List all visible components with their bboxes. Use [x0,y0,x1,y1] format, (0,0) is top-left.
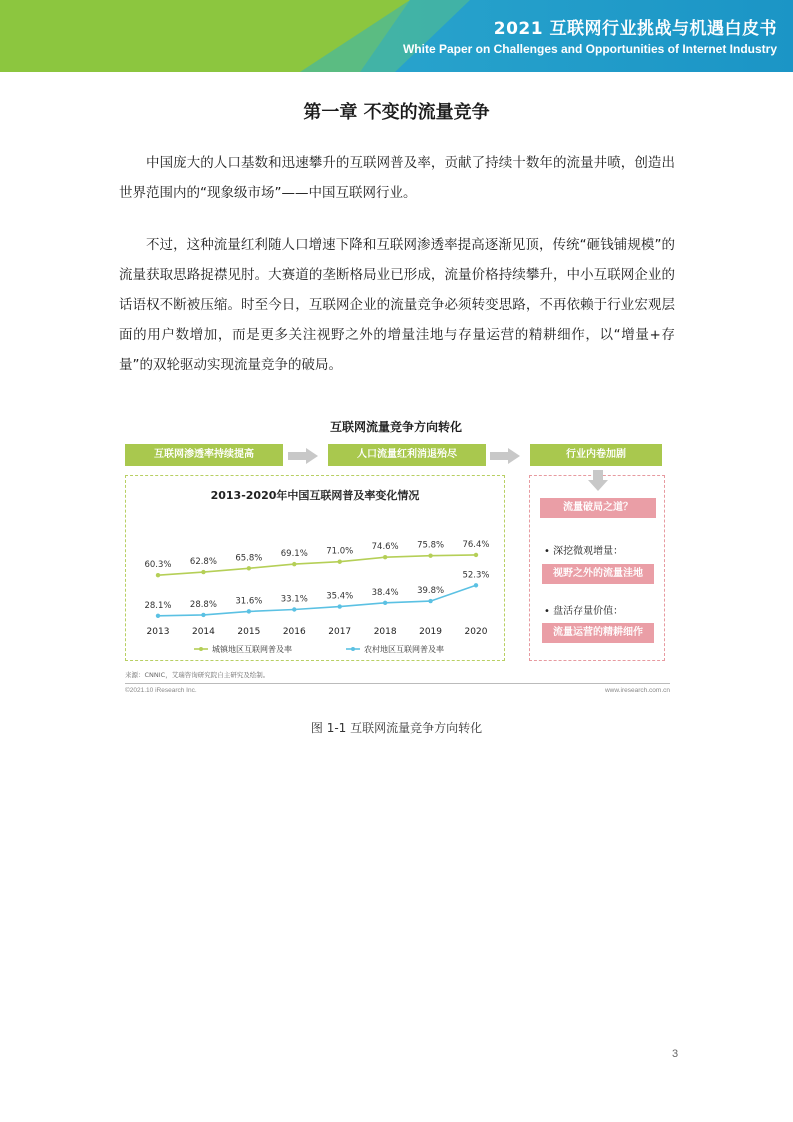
data-point [156,573,160,577]
chart-frame [125,475,505,661]
data-label: 52.3% [462,570,490,581]
x-tick-label: 2015 [237,627,261,637]
data-label: 65.8% [235,553,263,564]
data-point [292,562,296,566]
data-label: 35.4% [326,591,354,602]
x-tick-label: 2018 [373,627,397,637]
data-label: 28.1% [144,600,172,611]
arrow-right-icon [288,448,320,464]
paragraph-1: 中国庞大的人口基数和迅速攀升的互联网普及率，贡献了持续十数年的流量井喷，创造出世界范围内的“现象级市场”——中国互联网行业。 [119,155,675,201]
data-point [156,614,160,618]
divider [125,683,670,684]
arrow-right-icon [490,448,522,464]
report-title: 2021 互联网行业挑战与机遇白皮书 [493,19,777,39]
flow-step-3: 行业内卷加剧 [530,444,662,466]
data-point [292,607,296,611]
data-label: 71.0% [326,546,354,557]
side-headline: 流量破局之道？ [540,498,656,518]
data-point [474,553,478,557]
data-point [474,583,478,587]
side-label-2: • 盘活存量价值： [544,606,624,617]
paragraph-2: 不过，这种流量红利随人口增速下降和互联网渗透率提高逐渐见顶，传统“砸钱铺规模”的流量获取思路捉襟见肘。大赛道的垄断格局业已形成，流量价格持续攀升，中小互联网企业的话语权不断被压缩。时至今日，互联网企业的流量竞争必须转变思路，不再依赖于行业宏观层面的用户数增加，而是更多关注视野之外的增量洼地与存量运营的精耕细作，以“增量+存量”的双轮驱动实现流量竞争的破局。 [119,237,675,373]
data-label: 60.3% [144,560,172,571]
data-label: 33.1% [280,594,308,605]
data-point [428,599,432,603]
data-point [201,613,205,617]
x-tick-label: 2017 [328,627,352,637]
legend-marker [199,647,203,651]
data-label: 28.8% [189,599,217,610]
data-label: 74.6% [371,542,399,553]
legend-marker [351,647,355,651]
data-label: 38.4% [371,587,399,598]
flow-step-2: 人口流量红利消退殆尽 [328,444,486,466]
data-point [338,560,342,564]
data-label: 31.6% [235,596,263,607]
page-number: 3 [672,1048,679,1060]
data-point [247,566,251,570]
data-label: 69.1% [280,549,308,560]
chapter-title: 第一章 不变的流量竞争 [303,102,490,123]
chart-title: 2013-2020年中国互联网普及率变化情况 [210,489,420,502]
x-tick-label: 2020 [464,627,488,637]
side-label-1: • 深挖微观增量： [544,546,624,557]
side-panel [529,475,665,661]
website: www.iresearch.com.cn [604,687,670,694]
report-subtitle: White Paper on Challenges and Opportunities of Internet Industry [402,42,777,56]
page-header [0,0,793,72]
arrow-down-icon [588,470,608,492]
flow-step-1: 互联网渗透率持续提高 [125,444,283,466]
side-box-2: 流量运营的精耕细作 [542,623,654,643]
side-box-1: 视野之外的流量洼地 [542,564,654,584]
data-point [383,555,387,559]
x-tick-label: 2016 [282,627,306,637]
data-label: 39.8% [417,586,445,597]
figure [120,412,672,697]
data-point [383,601,387,605]
legend-label: 城镇地区互联网普及率 [212,645,292,654]
source-note: 来源：CNNIC，艾瑞咨询研究院自主研究及绘制。 [125,671,270,679]
data-label: 76.4% [462,539,490,550]
figure-title: 互联网流量竞争方向转化 [329,420,462,434]
data-point [201,570,205,574]
data-label: 75.8% [417,540,445,551]
x-tick-label: 2014 [191,627,215,637]
data-point [338,604,342,608]
legend-label: 农村地区互联网普及率 [364,645,444,654]
x-tick-label: 2019 [419,627,443,637]
copyright: ©2021.10 iResearch Inc. [125,687,197,694]
line-chart [126,476,504,660]
data-point [247,609,251,613]
x-tick-label: 2013 [146,627,170,637]
data-point [428,553,432,557]
data-label: 62.8% [189,557,217,568]
figure-caption: 图 1-1 互联网流量竞争方向转化 [310,721,483,735]
